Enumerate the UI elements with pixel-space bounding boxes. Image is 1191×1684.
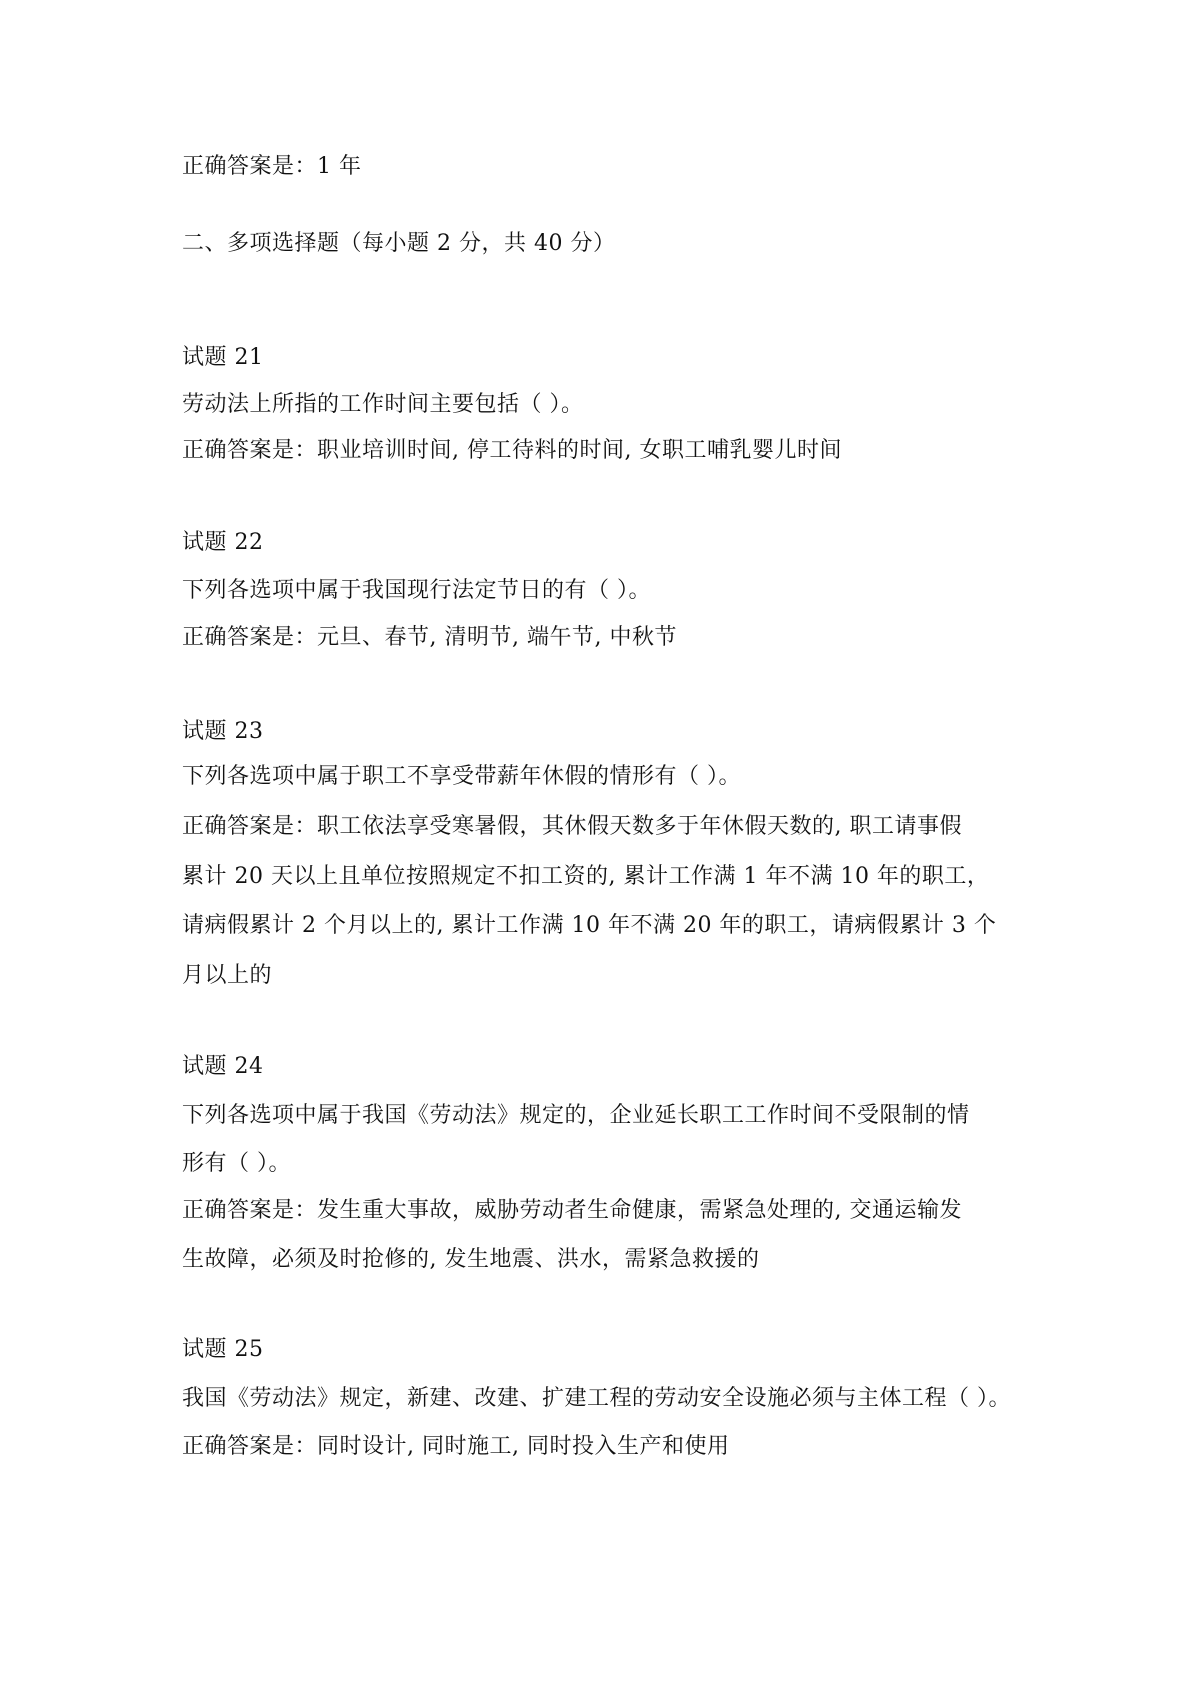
section-heading: 二、多项选择题（每小题 2 分，共 40 分） <box>182 231 616 256</box>
question-label: 试题 24 <box>182 1054 264 1079</box>
question-label: 试题 21 <box>182 345 264 370</box>
question-answer: 月以上的 <box>182 963 273 988</box>
question-answer: 正确答案是：发生重大事故，威胁劳动者生命健康，需紧急处理的, 交通运输发 <box>182 1198 962 1223</box>
question-answer: 生故障，必须及时抢修的, 发生地震、洪水，需紧急救援的 <box>182 1247 760 1272</box>
question-stem: 我国《劳动法》规定，新建、改建、扩建工程的劳动安全设施必须与主体工程（ ）。 <box>182 1386 1011 1411</box>
question-label: 试题 25 <box>182 1337 264 1362</box>
question-stem: 下列各选项中属于职工不享受带薪年休假的情形有（ ）。 <box>182 764 741 789</box>
question-answer: 累计 20 天以上且单位按照规定不扣工资的, 累计工作满 1 年不满 10 年的职工， <box>182 864 990 889</box>
question-answer: 正确答案是：职工依法享受寒暑假，其休假天数多于年休假天数的, 职工请事假 <box>182 814 962 839</box>
question-label: 试题 23 <box>182 719 264 744</box>
question-stem: 下列各选项中属于我国《劳动法》规定的，企业延长职工工作时间不受限制的情 <box>182 1103 970 1128</box>
question-stem: 劳动法上所指的工作时间主要包括（ ）。 <box>182 392 584 417</box>
question-stem: 形有（ ）。 <box>182 1151 291 1176</box>
question-answer: 正确答案是：元旦、春节, 清明节, 端午节, 中秋节 <box>182 625 677 650</box>
question-answer: 请病假累计 2 个月以上的, 累计工作满 10 年不满 20 年的职工，请病假累计 3 个 <box>182 913 997 938</box>
question-stem: 下列各选项中属于我国现行法定节日的有（ ）。 <box>182 578 651 603</box>
question-answer: 正确答案是：职业培训时间, 停工待料的时间, 女职工哺乳婴儿时间 <box>182 438 842 463</box>
previous-answer: 正确答案是：1 年 <box>182 154 362 179</box>
question-answer: 正确答案是：同时设计, 同时施工, 同时投入生产和使用 <box>182 1434 730 1459</box>
question-label: 试题 22 <box>182 530 264 555</box>
